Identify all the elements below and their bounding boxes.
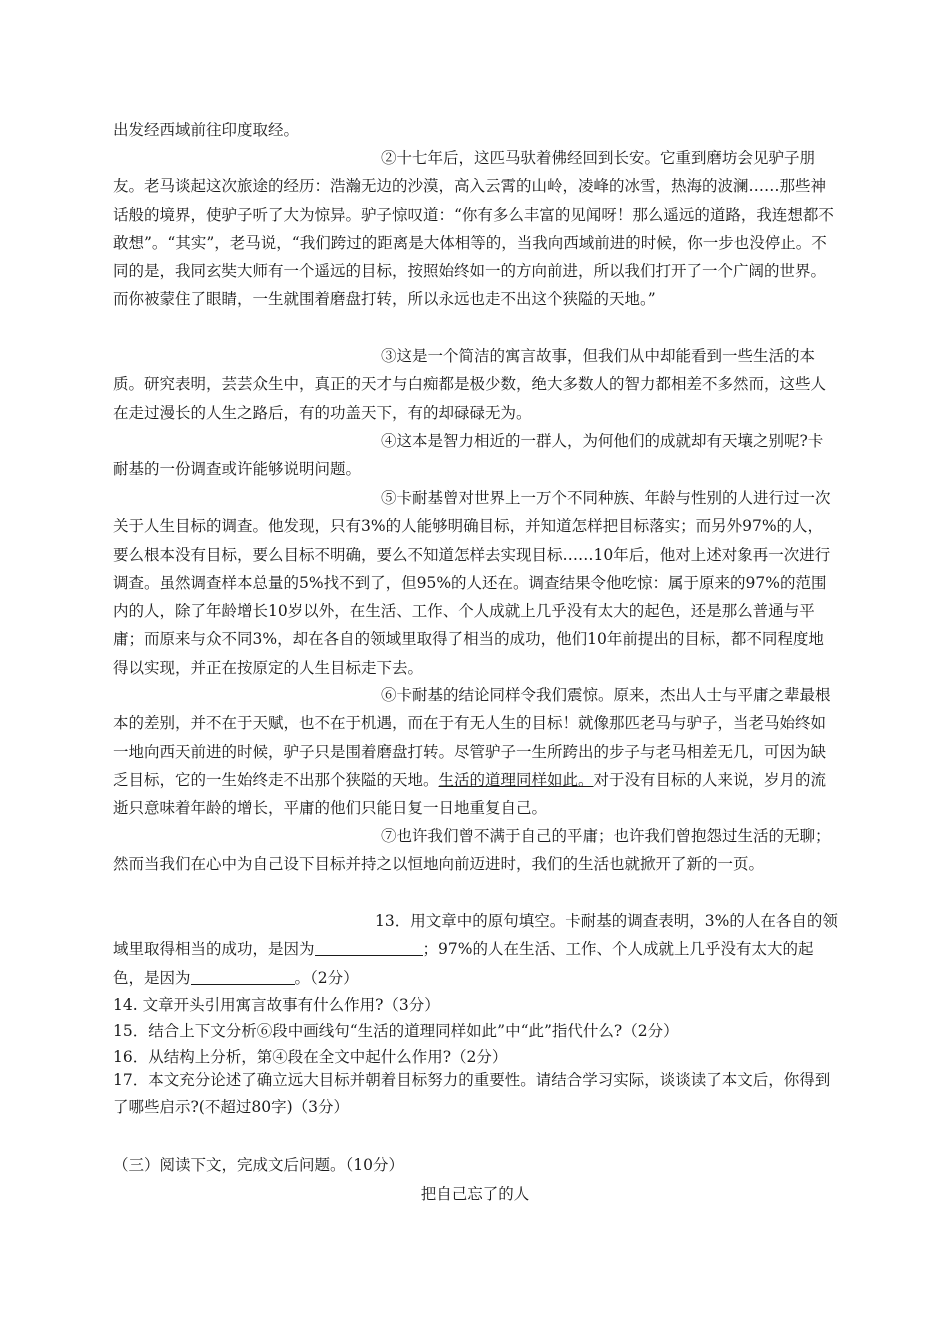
question-16: 16．从结构上分析，第④段在全文中起什么作用?（2分）	[113, 1048, 508, 1066]
article-title: 把自己忘了的人	[420, 1185, 530, 1203]
underlined-sentence: 生活的道理同样如此。	[438, 770, 594, 789]
answer-blank-1[interactable]	[315, 939, 423, 956]
paragraph-5: ⑤卡耐基曾对世界上一万个不同种族、年龄与性别的人进行过一次关于人生目标的调查。他发现，只有3%的人能够明确目标，并知道怎样把目标落实；而另外97%的人，要么根本没有目标，要么目标不明确，要么不知道怎样去实现目标……10年后，他对上述对象再一次进行调查。虽然调查样本总量的5%找不到了，但95%的人还在。调查结果令他吃惊：属于原来的97%的范围内的人，除了年龄增长10岁以外，在生活、工作、个人成就上几乎没有太大的起色，还是那么普通与平庸；而原来与众不同3%，却在各自的领域里取得了相当的成功，他们10年前提出的目标，都不同程度地得以实现，并正在按原定的人生目标走下去。	[113, 489, 831, 677]
question-15: 15．结合上下文分析⑥段中画线句“生活的道理同样如此”中“此”指代什么?（2分）	[113, 1022, 679, 1040]
question-14: 14. 文章开头引用寓言故事有什么作用?（3分）	[113, 996, 440, 1014]
paragraph-6: ⑥卡耐基的结论同样令我们震惊。原来，杰出人士与平庸之辈最根本的差别，并不在于天赋，也不在于机遇，而在于有无人生的目标！就像那匹老马与驴子，当老马始终如一地向西天前进的时候，驴子只是围着磨盘打转。尽管驴子一生所跨出的步子与老马相差无几，可因为缺乏目标，它的一生始终走不出那个狭隘的天地。生活的道理同样如此。对于没有目标的人来说，岁月的流逝只意味着年龄的增长，平庸的他们只能日复一日地重复自己。	[113, 686, 831, 818]
answer-blank-2[interactable]	[191, 968, 295, 985]
question-13: 13．用文章中的原句填空。卡耐基的调查表明，3%的人在各自的领域里取得相当的成功，是因为 ；97%的人在生活、工作、个人成就上几乎没有太大的起色，是因为 。（2分）	[113, 912, 838, 987]
paragraph-7: ⑦也许我们曾不满于自己的平庸；也许我们曾抱怨过生活的无聊；然而当我们在心中为自己设下目标并持之以恒地向前迈进时，我们的生活也就掀开了新的一页。	[113, 827, 831, 874]
question-17: 17．本文充分论述了确立远大目标并朝着目标努力的重要性。请结合学习实际，谈谈读了本文后，你得到了哪些启示?(不超过80字)（3分）	[113, 1071, 831, 1116]
paragraph-3: ③这是一个简洁的寓言故事，但我们从中却能看到一些生活的本质。研究表明，芸芸众生中，真正的天才与白痴都是极少数，绝大多数人的智力都相差不多然而，这些人在走过漫长的人生之路后，有的功盖天下，有的却碌碌无为。	[113, 347, 827, 422]
paragraph-2: ②十七年后，这匹马驮着佛经回到长安。它重到磨坊会见驴子朋友。老马谈起这次旅途的经历：浩瀚无边的沙漠，高入云霄的山岭，凌峰的冰雪，热海的波澜……那些神话般的境界，使驴子听了大为惊异。驴子惊叹道：“你有多么丰富的见闻呀！那么遥远的道路，我连想都不敢想”。“其实”，老马说，“我们跨过的距离是大体相等的，当我向西域前进的时候，你一步也没停止。不同的是，我同玄奘大师有一个遥远的目标，按照始终如一的方向前进，所以我们打开了一个广阔的世界。而你被蒙住了眼睛，一生就围着磨盘打转，所以永远也走不出这个狭隘的天地。”	[113, 149, 834, 309]
section-heading: （三）阅读下文，完成文后问题。（10分）	[113, 1156, 404, 1174]
paragraph-1-end: 出发经西域前往印度取经。	[113, 121, 300, 139]
paragraph-4: ④这本是智力相近的一群人，为何他们的成就却有天壤之别呢?卡耐基的一份调查或许能够说明问题。	[113, 432, 824, 479]
